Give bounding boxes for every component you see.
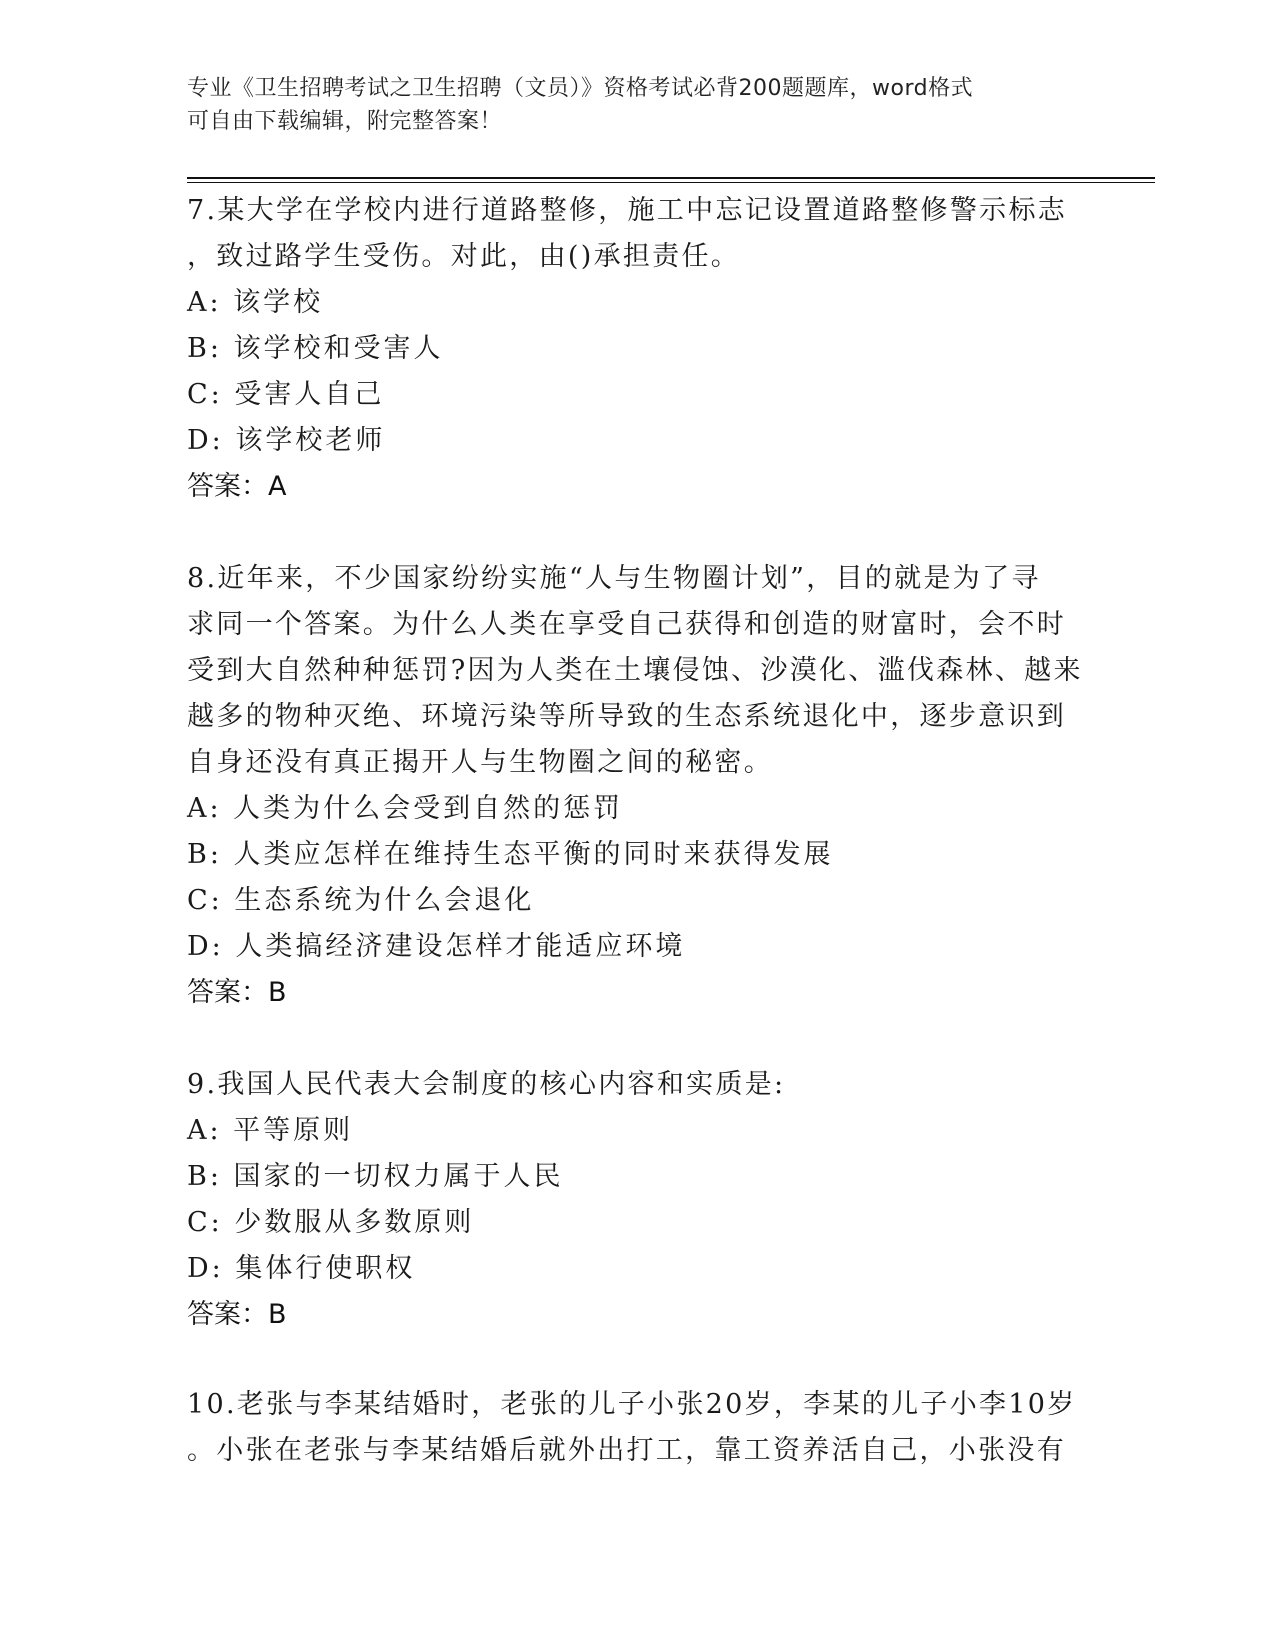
- header-line-2: 可自由下载编辑，附完整答案！: [187, 109, 503, 134]
- question-8-option-c: C: 生态系统为什么会退化: [187, 885, 535, 916]
- question-9-text-line-1: 9.我国人民代表大会制度的核心内容和实质是:: [187, 1069, 786, 1100]
- question-7-option-b: B: 该学校和受害人: [187, 333, 444, 364]
- question-7-answer: 答案：A: [187, 471, 287, 502]
- question-9-option-c: C: 少数服从多数原则: [187, 1207, 475, 1238]
- question-8-text-line-2: 求同一个答案。为什么人类在享受自己获得和创造的财富时，会不时: [187, 609, 1066, 640]
- question-7-text-line-1: 7.某大学在学校内进行道路整修，施工中忘记设置道路整修警示标志: [187, 195, 1068, 226]
- document-header: [187, 72, 1087, 138]
- question-list: [187, 188, 1087, 1474]
- question-8-option-a: A: 人类为什么会受到自然的惩罚: [187, 793, 624, 824]
- question-7-text-line-2: ，致过路学生受伤。对此，由()承担责任。: [187, 241, 741, 272]
- question-10-text-line-2: 。小张在老张与李某结婚后就外出打工，靠工资养活自己，小张没有: [187, 1435, 1066, 1466]
- question-7-option-a: A: 该学校: [187, 287, 324, 318]
- question-10: [187, 1382, 1087, 1474]
- question-8-text-line-3: 受到大自然种种惩罚?因为人类在土壤侵蚀、沙漠化、滥伐森林、越来: [187, 655, 1083, 686]
- question-9-option-a: A: 平等原则: [187, 1115, 354, 1146]
- header-line-1: 专业《卫生招聘考试之卫生招聘（文员）》资格考试必背200题题库，word格式: [187, 76, 974, 101]
- question-8-text-line-1: 8.近年来，不少国家纷纷实施“人与生物圈计划”，目的就是为了寻: [187, 563, 1041, 594]
- spacer: [187, 510, 1087, 556]
- question-9-answer: 答案：B: [187, 1299, 287, 1330]
- spacer: [187, 1338, 1087, 1382]
- question-7: [187, 188, 1087, 510]
- question-8-answer: 答案：B: [187, 977, 287, 1008]
- question-8: [187, 556, 1087, 1016]
- question-8-text-line-5: 自身还没有真正揭开人与生物圈之间的秘密。: [187, 747, 773, 778]
- question-7-option-c: C: 受害人自己: [187, 379, 385, 410]
- question-10-text-line-1: 10.老张与李某结婚时，老张的儿子小张20岁，李某的儿子小李10岁: [187, 1389, 1077, 1420]
- header-divider: [187, 177, 1155, 183]
- question-9-option-b: B: 国家的一切权力属于人民: [187, 1161, 564, 1192]
- question-9-option-d: D: 集体行使职权: [187, 1253, 416, 1284]
- question-8-option-b: B: 人类应怎样在维持生态平衡的同时来获得发展: [187, 839, 834, 870]
- question-7-option-d: D: 该学校老师: [187, 425, 386, 456]
- question-9: [187, 1062, 1087, 1338]
- question-8-text-line-4: 越多的物种灭绝、环境污染等所导致的生态系统退化中，逐步意识到: [187, 701, 1066, 732]
- question-8-option-d: D: 人类搞经济建设怎样才能适应环境: [187, 931, 686, 962]
- spacer: [187, 1016, 1087, 1062]
